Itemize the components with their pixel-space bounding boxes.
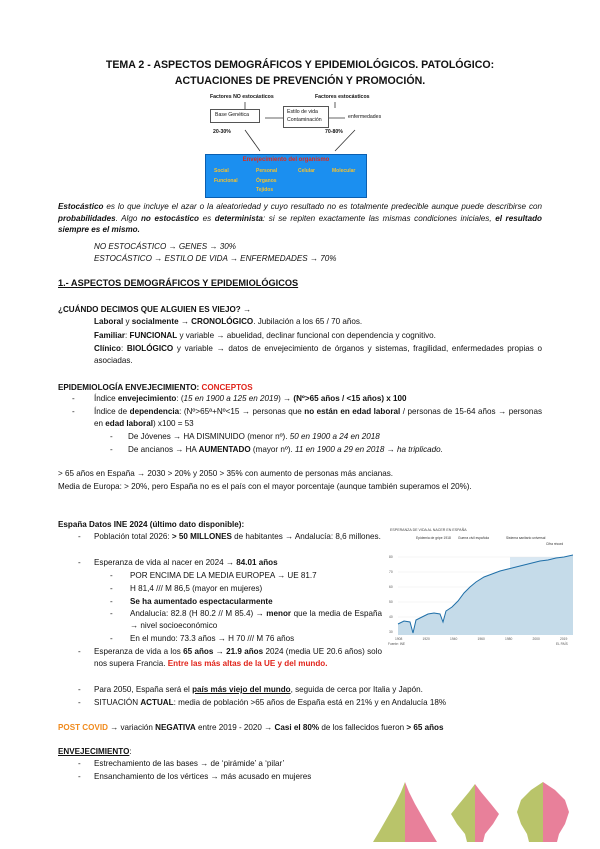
section-heading-1: 1.- ASPECTOS DEMOGRÁFICOS Y EPIDEMIOLÓGICOS (58, 278, 299, 288)
bullet-dash: - (110, 597, 113, 606)
chart-y-tick: 50 (389, 600, 393, 604)
chart-annotation-guerra: Guerra civil española (458, 536, 489, 540)
bullet-dash: - (78, 772, 81, 781)
stochastic-diagram (205, 94, 395, 200)
life-expectancy: Esperanza de vida al nacer en 2024 → 84.01 años (94, 558, 278, 567)
aging-heading: ENVEJECIMIENTO: (58, 747, 132, 756)
diagram-pct-left: 20-30% (213, 129, 231, 135)
bullet-dash: - (110, 571, 113, 580)
le-europe: POR ENCIMA DE LA MEDIA EUROPEA → UE 81.7 (130, 571, 317, 580)
chart-x-tick: 1908 (395, 637, 403, 641)
dependency-index: Índice de dependencia: (Nº>65ª+Nº<15 → personas que no están en edad laboral / personas de 15-64 años → personas en edad laboral) x100 = 53 (94, 407, 542, 428)
chart-x-tick: 2019 (560, 637, 568, 641)
chart-x-tick: 1920 (422, 637, 430, 641)
chart-annotation-record: Cifra récord (546, 542, 564, 546)
bullet-dash: - (110, 432, 113, 441)
life-expectancy-chart (388, 527, 573, 647)
population-total: Población total 2026: > 50 MILLONES de habitantes → Andalucía: 8,6 millones. (94, 532, 381, 541)
bullet-dash: - (78, 698, 81, 707)
base-narrowing: Estrechamiento de las bases → de ‘pirámide’ a ‘pilar’ (94, 759, 285, 768)
pyramid-1 (373, 782, 437, 842)
old-family: Familiar: FUNCIONAL y variable → abuelidad, declinar funcional con dependencia y cognitivo. (94, 331, 436, 340)
stochastic-line: ESTOCÁSTICO → ESTILO DE VIDA → ENFERMEDADES → 70% (94, 254, 337, 263)
bullet-dash: - (78, 685, 81, 694)
old-clinical: Clínico: BIOLÓGICO y variable → datos de envejecimiento de órganos y sistemas, fragilidad, enfermedades propias o asociadas. (94, 344, 542, 365)
chart-y-ticks (389, 555, 393, 634)
page-subtitle: ACTUACIONES DE PREVENCIÓN Y PROMOCIÓN. (174, 75, 426, 87)
le-65: Esperanza de vida a los 65 años → 21.9 años 2024 (media UE 20.6 años) solo nos supera Francia. Entre las más altas de la UE y del mundo. (94, 647, 382, 668)
population-pyramids (371, 778, 576, 844)
spain-projection: > 65 años en España → 2030 > 20% y 2050 > 35% con aumento de personas más ancianas. (58, 469, 393, 478)
life-expectancy-chart-svg (388, 527, 573, 647)
bullet-dash: - (78, 759, 81, 768)
diagram-label-diseases: enfermedades (348, 114, 382, 120)
bullet-dash: - (78, 532, 81, 541)
ine-heading: España Datos INE 2024 (último dato disponible): (58, 520, 245, 529)
chart-title: ESPERANZA DE VIDA AL NACER EN ESPAÑA (390, 528, 467, 532)
chart-annotation-sanidad: Sistema sanitario universal (506, 536, 546, 540)
chart-x-tick: 2000 (532, 637, 540, 641)
chart-credit: EL PAÍS (556, 642, 568, 646)
chart-x-tick: 1960 (477, 637, 485, 641)
non-stochastic-line: NO ESTOCÁSTICO → GENES → 30% (94, 242, 236, 251)
pyramid-3 (517, 782, 569, 842)
le-world: En el mundo: 73.3 años → H 70 /// M 76 años (130, 634, 295, 643)
population-pyramids-svg (371, 778, 576, 844)
le-increase: Se ha aumentado espectacularmente (130, 597, 273, 606)
chart-x-tick: 1980 (505, 637, 513, 641)
diagram-pct-right: 70-80% (325, 129, 343, 135)
bullet-dash: - (72, 394, 75, 403)
bullet-dash: - (110, 609, 113, 618)
post-covid: POST COVID → variación NEGATIVA entre 2019 - 2020 → Casi el 80% de los fallecidos fueron > 65 años (58, 723, 444, 732)
diagram-label-non-stochastic: Factores NO estocásticos (210, 94, 274, 100)
chart-x-tick: 1940 (450, 637, 458, 641)
chart-y-tick: 60 (389, 585, 393, 589)
chart-y-tick: 40 (389, 615, 393, 619)
elderly-index: De ancianos → HA AUMENTADO (mayor nº). 11 en 1900 a 29 en 2018 → ha triplicado. (128, 445, 443, 454)
europe-average: Media de Europa: > 20%, pero España no es el país con el mayor porcentaje (aunque también superamos el 20%). (58, 482, 472, 491)
page-title: TEMA 2 - ASPECTOS DEMOGRÁFICOS Y EPIDEMIOLÓGICOS. PATOLÓGICO: (105, 59, 495, 71)
diagram-box-lifestyle: Estilo de vida Contaminación (283, 106, 329, 128)
bullet-dash: - (110, 584, 113, 593)
le-gender: H 81,4 /// M 86,5 (mayor en mujeres) (130, 584, 263, 593)
chart-y-tick: 70 (389, 570, 393, 574)
pyramid-2 (451, 784, 499, 842)
aging-organism-box: Envejecimiento del organismo Social Personal Celular Molecular Funcional Órganos Tejidos (205, 154, 367, 198)
diagram-label-stochastic: Factores estocásticos (315, 94, 370, 100)
stochastic-definition: Estocástico es lo que incluye el azar o la aleatoriedad y cuyo resultado no es totalmente predecible aunque puede describirse con probabilidades. Algo no estocástico es determinista: si se repiten exactamente las mismas condiciones iniciales, el resultado siempre es el mismo. (58, 202, 542, 234)
old-labor: Laboral y socialmente → CRONOLÓGICO. Jubilación a los 65 / 70 años. (94, 317, 363, 326)
le-andalucia: Andalucía: 82.8 (H 80.2 // M 85.4) → menor que la media de España → nivel socioeconómico (130, 609, 382, 630)
chart-y-tick: 80 (389, 555, 393, 559)
bullet-dash: - (78, 647, 81, 656)
youth-index: De Jóvenes → HA DISMINUIDO (menor nº). 50 en 1900 a 24 en 2018 (128, 432, 380, 441)
bullet-dash: - (78, 558, 81, 567)
oldest-country: Para 2050, España será el país más viejo del mundo, seguida de cerca por Italia y Japón. (94, 685, 423, 694)
chart-annotation-gripe: Epidemia de gripe 1918 (416, 536, 451, 540)
epi-heading: EPIDEMIOLOGÍA ENVEJECIMIENTO: CONCEPTOS (58, 383, 253, 392)
bullet-dash: - (72, 407, 75, 416)
question-old: ¿CUÁNDO DECIMOS QUE ALGUIEN ES VIEJO? → (58, 305, 252, 314)
vertex-widening: Ensanchamiento de los vértices → más acusado en mujeres (94, 772, 312, 781)
diagram-box-genetics: Base Genética (210, 109, 260, 123)
current-situation: SITUACIÓN ACTUAL: media de población >65 años de España está en 21% y en Andalucía 18% (94, 698, 447, 707)
bullet-dash: - (110, 445, 113, 454)
chart-y-tick: 30 (389, 630, 393, 634)
aging-index: Índice envejecimiento: (15 en 1900 a 125 en 2019) → (Nº>65 años / <15 años) x 100 (94, 394, 407, 403)
chart-x-ticks (395, 637, 568, 641)
chart-source: Fuente: INE (388, 642, 406, 646)
bullet-dash: - (110, 634, 113, 643)
